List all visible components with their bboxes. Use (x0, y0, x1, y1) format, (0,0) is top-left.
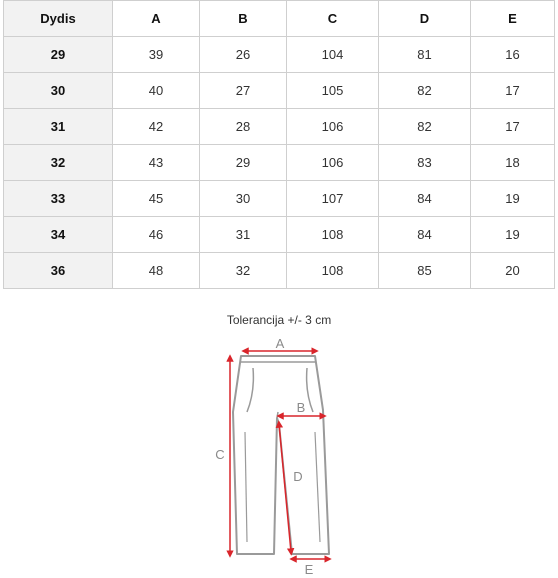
value-cell: 39 (113, 37, 200, 73)
value-cell: 18 (471, 145, 555, 181)
tolerance-note: Tolerancija +/- 3 cm (226, 313, 332, 327)
header-a: A (113, 1, 200, 37)
size-cell: 32 (4, 145, 113, 181)
value-cell: 17 (471, 73, 555, 109)
size-cell: 30 (4, 73, 113, 109)
pants-measurement-diagram (205, 332, 355, 578)
value-cell: 48 (113, 253, 200, 289)
value-cell: 82 (379, 73, 471, 109)
label-d: D (293, 469, 303, 484)
value-cell: 19 (471, 217, 555, 253)
value-cell: 85 (379, 253, 471, 289)
value-cell: 17 (471, 109, 555, 145)
value-cell: 20 (471, 253, 555, 289)
table-row (4, 73, 555, 109)
value-cell: 19 (471, 181, 555, 217)
value-cell: 31 (200, 217, 287, 253)
size-cell: 31 (4, 109, 113, 145)
table-row (4, 217, 555, 253)
value-cell: 83 (379, 145, 471, 181)
value-cell: 82 (379, 109, 471, 145)
value-cell: 108 (287, 253, 379, 289)
value-cell: 28 (200, 109, 287, 145)
table-row (4, 109, 555, 145)
table-row (4, 37, 555, 73)
size-cell: 34 (4, 217, 113, 253)
table-header-row (4, 1, 555, 37)
value-cell: 40 (113, 73, 200, 109)
pants-outline-icon (233, 356, 329, 554)
label-b: B (296, 400, 306, 415)
table-row (4, 181, 555, 217)
value-cell: 46 (113, 217, 200, 253)
label-c: C (215, 447, 225, 462)
size-table (3, 0, 555, 289)
size-cell: 36 (4, 253, 113, 289)
value-cell: 108 (287, 217, 379, 253)
label-e: E (304, 562, 314, 577)
value-cell: 84 (379, 217, 471, 253)
value-cell: 29 (200, 145, 287, 181)
header-c: C (287, 1, 379, 37)
value-cell: 81 (379, 37, 471, 73)
size-cell: 33 (4, 181, 113, 217)
value-cell: 84 (379, 181, 471, 217)
header-b: B (200, 1, 287, 37)
value-cell: 30 (200, 181, 287, 217)
header-size: Dydis (4, 1, 113, 37)
value-cell: 16 (471, 37, 555, 73)
value-cell: 32 (200, 253, 287, 289)
label-a: A (275, 336, 285, 351)
value-cell: 43 (113, 145, 200, 181)
value-cell: 26 (200, 37, 287, 73)
value-cell: 107 (287, 181, 379, 217)
value-cell: 106 (287, 145, 379, 181)
header-d: D (379, 1, 471, 37)
value-cell: 42 (113, 109, 200, 145)
value-cell: 105 (287, 73, 379, 109)
measure-d-line (279, 424, 291, 552)
header-e: E (471, 1, 555, 37)
size-cell: 29 (4, 37, 113, 73)
value-cell: 106 (287, 109, 379, 145)
table-row (4, 145, 555, 181)
value-cell: 27 (200, 73, 287, 109)
table-row (4, 253, 555, 289)
value-cell: 104 (287, 37, 379, 73)
value-cell: 45 (113, 181, 200, 217)
